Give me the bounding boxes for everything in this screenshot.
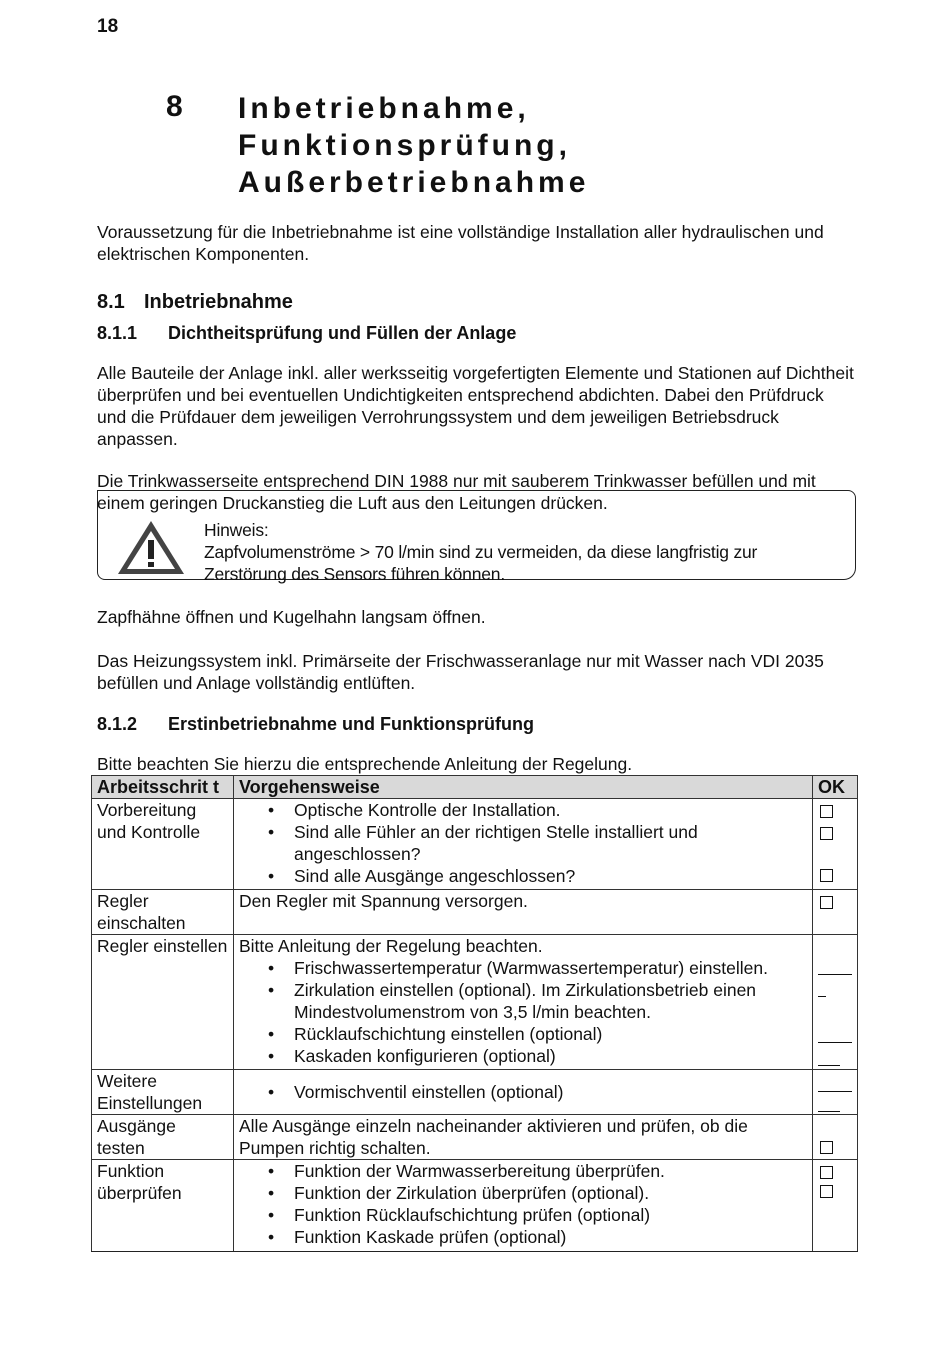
table-row bbox=[92, 935, 858, 1070]
commissioning-table bbox=[91, 775, 858, 1252]
procedure-cell bbox=[234, 1160, 813, 1252]
paragraph-leak-test: Alle Bauteile der Anlage inkl. aller werksseitig vorgefertigten Elemente und Stationen auf Dichtheit überprüfen und bei eventuellen Undichtigkeiten entsprechend abdichten. Dabei den Prüfdruck und die Prüfdauer dem jeweiligen Verrohrungssystem und dem jeweiligen Betriebsdruck anpassen. bbox=[97, 363, 854, 449]
table-row bbox=[92, 890, 858, 935]
note-line: Zapfvolumenströme > 70 l/min sind zu vermeiden, da diese langfristig zur bbox=[204, 542, 758, 562]
chapter-title-line: Inbetriebnahme, bbox=[238, 92, 530, 125]
ok-cell bbox=[813, 1160, 858, 1252]
bullet-item: • Kaskaden konfigurieren (optional) bbox=[294, 1045, 807, 1067]
ok-checkbox[interactable] bbox=[820, 1185, 833, 1198]
step-cell: Vorbereitung und Kontrolle bbox=[92, 799, 234, 890]
ok-checkbox[interactable] bbox=[820, 896, 833, 909]
bullet-item: • Funktion der Warmwasserbereitung überprüfen. bbox=[294, 1160, 807, 1182]
bullet-item: • Funktion Kaskade prüfen (optional) bbox=[294, 1226, 807, 1248]
procedure-cell: Den Regler mit Spannung versorgen. bbox=[234, 890, 813, 935]
column-header-step: Arbeitsschrit t bbox=[92, 776, 234, 799]
bullet-item: • Funktion Rücklaufschichtung prüfen (optional) bbox=[294, 1204, 807, 1226]
bullet-item: • Vormischventil einstellen (optional) bbox=[294, 1081, 807, 1103]
table-row bbox=[92, 799, 858, 890]
bullet-item: • Funktion der Zirkulation überprüfen (optional). bbox=[294, 1182, 807, 1204]
bullet-item: • Optische Kontrolle der Installation. bbox=[294, 799, 807, 821]
step-cell: Funktion überprüfen bbox=[92, 1160, 234, 1252]
paragraph-drinking-water: Die Trinkwasserseite entsprechend DIN 1988 nur mit sauberem Trinkwasser befüllen und mit einem geringen Druckanstieg die Luft aus den Leitungen drücken. bbox=[97, 471, 816, 513]
ok-blank-line bbox=[818, 975, 826, 997]
bullet-item: • Frischwassertemperatur (Warmwassertemperatur) einstellen. bbox=[294, 957, 807, 979]
ok-cell bbox=[813, 799, 858, 890]
procedure-cell bbox=[234, 1070, 813, 1115]
section-title: Erstinbetriebnahme und Funktionsprüfung bbox=[168, 714, 534, 734]
chapter-title-line: Funktionsprüfung, bbox=[238, 129, 571, 162]
bullet-item: • Sind alle Fühler an der richtigen Stelle installiert und angeschlossen? bbox=[294, 821, 807, 865]
section-heading-8-1-2 bbox=[97, 714, 534, 735]
chapter-number: 8 bbox=[166, 90, 187, 123]
ok-checkbox[interactable] bbox=[820, 1141, 833, 1154]
procedure-cell bbox=[234, 799, 813, 890]
ok-cell bbox=[813, 1070, 858, 1115]
ok-checkbox[interactable] bbox=[820, 869, 833, 882]
table-row bbox=[92, 1070, 858, 1115]
ok-blank-line bbox=[818, 935, 852, 975]
ok-blank-line bbox=[818, 1070, 852, 1092]
step-cell: Weitere Einstellungen bbox=[92, 1070, 234, 1115]
procedure-cell: Alle Ausgänge einzeln nacheinander aktivieren und prüfen, ob die Pumpen richtig schalten. bbox=[234, 1115, 813, 1160]
ok-blank-line bbox=[818, 1092, 840, 1112]
note-text bbox=[204, 519, 844, 585]
procedure-text: Bitte Anleitung der Regelung beachten. bbox=[239, 936, 543, 956]
section-title: Inbetriebnahme bbox=[144, 291, 293, 313]
step-cell: Regler einschalten bbox=[92, 890, 234, 935]
ok-checkbox[interactable] bbox=[820, 805, 833, 818]
section-heading-8-1-1 bbox=[97, 323, 516, 344]
bullet-item: • Zirkulation einstellen (optional). Im Zirkulationsbetrieb einen Mindestvolumenstrom von 3,5 l/min beachten. bbox=[294, 979, 807, 1023]
paragraph-table-intro: Bitte beachten Sie hierzu die entsprechende Anleitung der Regelung. bbox=[97, 754, 633, 774]
step-cell: Regler einstellen bbox=[92, 935, 234, 1070]
page-number: 18 bbox=[97, 16, 119, 37]
bullet-item: • Rücklaufschichtung einstellen (optional) bbox=[294, 1023, 807, 1045]
section-number: 8.1.1 bbox=[97, 323, 138, 343]
table-header-row bbox=[92, 776, 858, 799]
ok-cell bbox=[813, 890, 858, 935]
table-row bbox=[92, 1160, 858, 1252]
section-number: 8.1.2 bbox=[97, 714, 138, 734]
step-cell: Ausgänge testen bbox=[92, 1115, 234, 1160]
column-header-ok: OK bbox=[813, 776, 858, 799]
ok-checkbox[interactable] bbox=[820, 827, 833, 840]
section-heading-8-1 bbox=[97, 291, 293, 314]
paragraph-taps: Zapfhähne öffnen und Kugelhahn langsam öffnen. bbox=[97, 607, 486, 627]
section-title: Dichtheitsprüfung und Füllen der Anlage bbox=[168, 323, 517, 343]
chapter-title bbox=[238, 90, 589, 201]
table-row bbox=[92, 1115, 858, 1160]
ok-blank-line bbox=[818, 997, 852, 1043]
note-line: Zerstörung des Sensors führen können. bbox=[204, 564, 505, 584]
warning-triangle-icon bbox=[115, 517, 187, 577]
section-number: 8.1 bbox=[97, 291, 125, 313]
chapter-title-line: Außerbetriebnahme bbox=[238, 166, 590, 199]
column-header-procedure: Vorgehensweise bbox=[234, 776, 813, 799]
bullet-item: • Sind alle Ausgänge angeschlossen? bbox=[294, 865, 807, 887]
intro-paragraph: Voraussetzung für die Inbetriebnahme ist eine vollständige Installation aller hydraulischen und elektrischen Komponenten. bbox=[97, 222, 824, 264]
procedure-cell bbox=[234, 935, 813, 1070]
ok-cell bbox=[813, 1115, 858, 1160]
paragraph-heating: Das Heizungssystem inkl. Primärseite der Frischwasseranlage nur mit Wasser nach VDI 2035 befüllen und Anlage vollständig entlüften. bbox=[97, 651, 824, 693]
ok-checkbox[interactable] bbox=[820, 1166, 833, 1179]
ok-blank-line bbox=[818, 1043, 840, 1066]
ok-cell bbox=[813, 935, 858, 1070]
note-title: Hinweis: bbox=[204, 520, 269, 540]
